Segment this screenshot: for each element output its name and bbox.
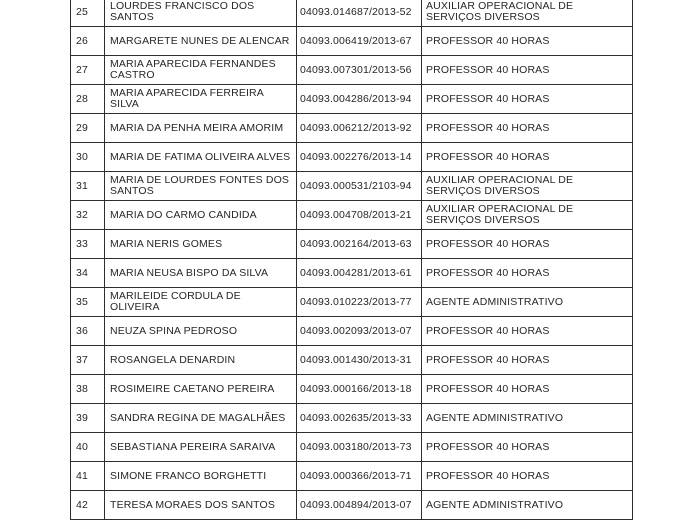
employee-name: MARIA DE FATIMA OLIVEIRA ALVES bbox=[105, 143, 297, 172]
registration-number: 04093.004894/2013-07 bbox=[297, 491, 422, 520]
table-row bbox=[71, 56, 633, 85]
row-number: 38 bbox=[71, 375, 105, 404]
table-row bbox=[71, 346, 633, 375]
employee-name: MARIA DE LOURDES FONTES DOS SANTOS bbox=[105, 172, 297, 201]
table-row bbox=[71, 491, 633, 520]
table-row bbox=[71, 85, 633, 114]
row-number: 25 bbox=[71, 0, 105, 27]
job-title: PROFESSOR 40 HORAS bbox=[422, 433, 633, 462]
job-title: PROFESSOR 40 HORAS bbox=[422, 375, 633, 404]
employee-name: MARIA NEUSA BISPO DA SILVA bbox=[105, 259, 297, 288]
row-number: 35 bbox=[71, 288, 105, 317]
table-row bbox=[71, 172, 633, 201]
table-row bbox=[71, 375, 633, 404]
employee-name: MARIA DA PENHA MEIRA AMORIM bbox=[105, 114, 297, 143]
row-number: 33 bbox=[71, 230, 105, 259]
job-title: PROFESSOR 40 HORAS bbox=[422, 114, 633, 143]
employee-table bbox=[70, 0, 633, 520]
row-number: 36 bbox=[71, 317, 105, 346]
job-title: AGENTE ADMINISTRATIVO bbox=[422, 288, 633, 317]
employee-name: SIMONE FRANCO BORGHETTI bbox=[105, 462, 297, 491]
table-row bbox=[71, 433, 633, 462]
registration-number: 04093.004281/2013-61 bbox=[297, 259, 422, 288]
employee-name: MARIA NERIS GOMES bbox=[105, 230, 297, 259]
job-title: AUXILIAR OPERACIONAL DE SERVIÇOS DIVERSOS bbox=[422, 172, 633, 201]
table-row bbox=[71, 259, 633, 288]
table-row bbox=[71, 317, 633, 346]
table-row bbox=[71, 230, 633, 259]
registration-number: 04093.007301/2013-56 bbox=[297, 56, 422, 85]
job-title: PROFESSOR 40 HORAS bbox=[422, 230, 633, 259]
row-number: 28 bbox=[71, 85, 105, 114]
registration-number: 04093.002164/2013-63 bbox=[297, 230, 422, 259]
job-title: AGENTE ADMINISTRATIVO bbox=[422, 491, 633, 520]
table-row bbox=[71, 404, 633, 433]
table-row bbox=[71, 114, 633, 143]
registration-number: 04093.003180/2013-73 bbox=[297, 433, 422, 462]
employee-name: MARIA APARECIDA FERNANDES CASTRO bbox=[105, 56, 297, 85]
employee-name: MARGARETE NUNES DE ALENCAR bbox=[105, 27, 297, 56]
job-title: PROFESSOR 40 HORAS bbox=[422, 143, 633, 172]
table-row bbox=[71, 143, 633, 172]
employee-name: MARIA DO CARMO CANDIDA bbox=[105, 201, 297, 230]
job-title: PROFESSOR 40 HORAS bbox=[422, 346, 633, 375]
registration-number: 04093.014687/2013-52 bbox=[297, 0, 422, 27]
registration-number: 04093.000166/2013-18 bbox=[297, 375, 422, 404]
job-title: PROFESSOR 40 HORAS bbox=[422, 462, 633, 491]
row-number: 41 bbox=[71, 462, 105, 491]
registration-number: 04093.001430/2013-31 bbox=[297, 346, 422, 375]
row-number: 40 bbox=[71, 433, 105, 462]
row-number: 32 bbox=[71, 201, 105, 230]
job-title: PROFESSOR 40 HORAS bbox=[422, 56, 633, 85]
job-title: PROFESSOR 40 HORAS bbox=[422, 85, 633, 114]
job-title: AUXILIAR OPERACIONAL DE SERVIÇOS DIVERSOS bbox=[422, 0, 633, 27]
registration-number: 04093.000366/2013-71 bbox=[297, 462, 422, 491]
employee-name: TERESA MORAES DOS SANTOS bbox=[105, 491, 297, 520]
employee-name: SEBASTIANA PEREIRA SARAIVA bbox=[105, 433, 297, 462]
row-number: 37 bbox=[71, 346, 105, 375]
table-row bbox=[71, 288, 633, 317]
employee-name: NEUZA SPINA PEDROSO bbox=[105, 317, 297, 346]
registration-number: 04093.002093/2013-07 bbox=[297, 317, 422, 346]
registration-number: 04093.006419/2013-67 bbox=[297, 27, 422, 56]
employee-table-body bbox=[71, 0, 633, 520]
registration-number: 04093.006212/2013-92 bbox=[297, 114, 422, 143]
row-number: 29 bbox=[71, 114, 105, 143]
registration-number: 04093.010223/2013-77 bbox=[297, 288, 422, 317]
employee-name: MARILEIDE CORDULA DE OLIVEIRA bbox=[105, 288, 297, 317]
job-title: AUXILIAR OPERACIONAL DE SERVIÇOS DIVERSOS bbox=[422, 201, 633, 230]
employee-name: MARIA APARECIDA FERREIRA SILVA bbox=[105, 85, 297, 114]
job-title: PROFESSOR 40 HORAS bbox=[422, 317, 633, 346]
employee-name: SANDRA REGINA DE MAGALHÃES bbox=[105, 404, 297, 433]
employee-name: LOURDES FRANCISCO DOS SANTOS bbox=[105, 0, 297, 27]
registration-number: 04093.004286/2013-94 bbox=[297, 85, 422, 114]
employee-name: ROSANGELA DENARDIN bbox=[105, 346, 297, 375]
registration-number: 04093.002276/2013-14 bbox=[297, 143, 422, 172]
row-number: 39 bbox=[71, 404, 105, 433]
registration-number: 04093.004708/2013-21 bbox=[297, 201, 422, 230]
table-row bbox=[71, 27, 633, 56]
row-number: 34 bbox=[71, 259, 105, 288]
row-number: 30 bbox=[71, 143, 105, 172]
registration-number: 04093.000531/2103-94 bbox=[297, 172, 422, 201]
row-number: 27 bbox=[71, 56, 105, 85]
row-number: 26 bbox=[71, 27, 105, 56]
registration-number: 04093.002635/2013-33 bbox=[297, 404, 422, 433]
table-row bbox=[71, 462, 633, 491]
row-number: 42 bbox=[71, 491, 105, 520]
job-title: PROFESSOR 40 HORAS bbox=[422, 27, 633, 56]
row-number: 31 bbox=[71, 172, 105, 201]
job-title: AGENTE ADMINISTRATIVO bbox=[422, 404, 633, 433]
job-title: PROFESSOR 40 HORAS bbox=[422, 259, 633, 288]
table-row bbox=[71, 0, 633, 27]
table-row bbox=[71, 201, 633, 230]
employee-name: ROSIMEIRE CAETANO PEREIRA bbox=[105, 375, 297, 404]
